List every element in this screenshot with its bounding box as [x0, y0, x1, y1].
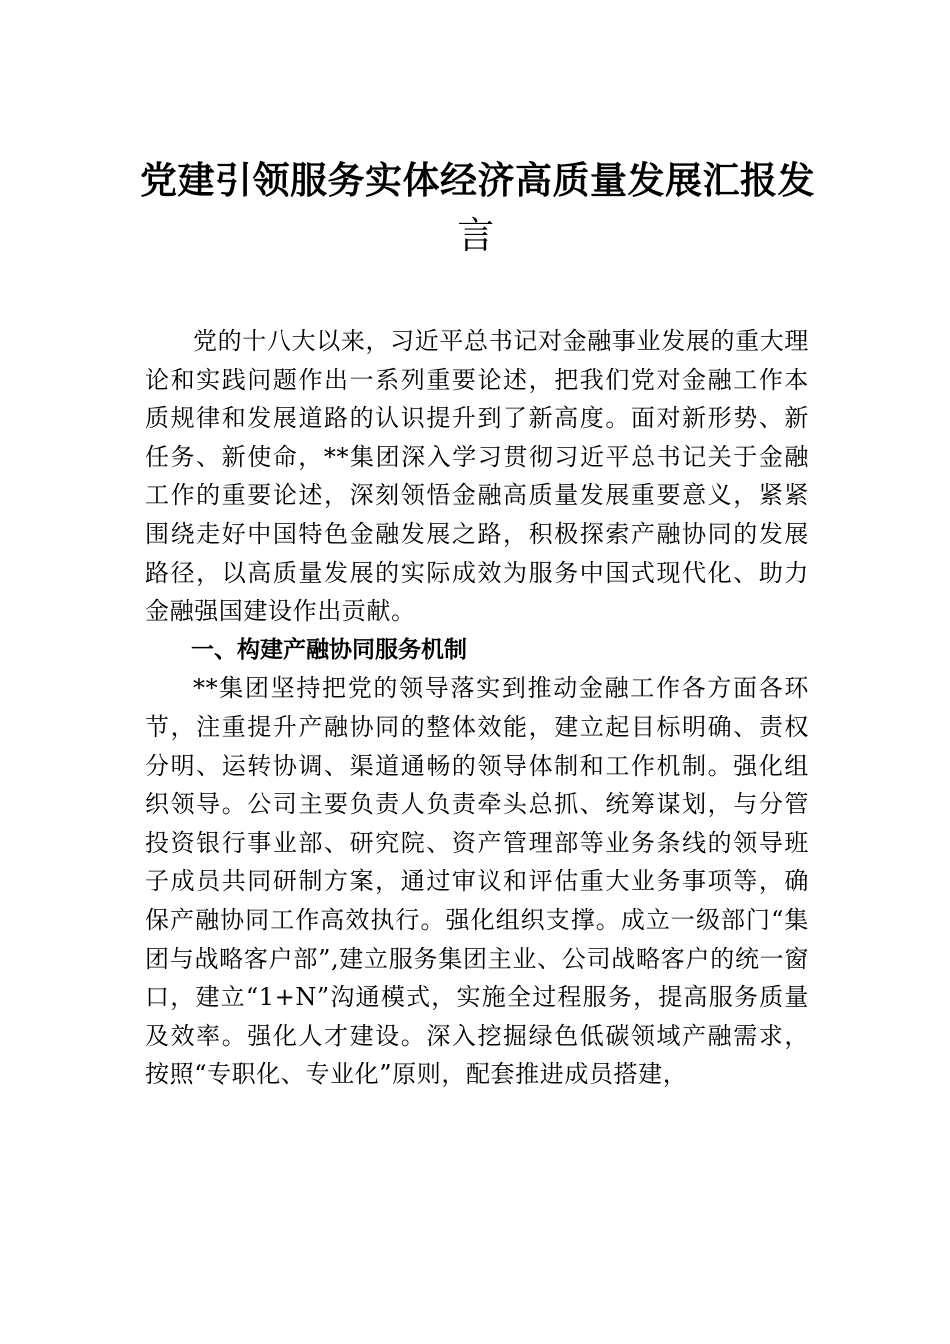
title-line-2: 言	[457, 214, 495, 257]
document-body	[145, 322, 809, 1094]
section-heading-1: 一、构建产融协同服务机制	[191, 636, 467, 663]
section-1-paragraph: **集团坚持把党的领导落实到推动金融工作各方面各环节，注重提升产融协同的整体效能，建立起目标明确、责权分明、运转协调、渠道通畅的领导体制和工作机制。强化组织领导。公司主要负责人负责牵头总抓、统筹谋划，与分管投资银行事业部、研究院、资产管理部等业务条线的领导班子成员共同研制方案，通过审议和评估重大业务事项等，确保产融协同工作高效执行。强化组织支撑。成立一级部门“集团与战略客户部”,建立服务集团主业、公司战略客户的统一窗口，建立“1+N”沟通模式，实施全过程服务，提高服务质量及效率。强化人才建设。深入挖掘绿色低碳领域产融需求，按照“专职化、专业化”原则，配套推进成员搭建，	[145, 674, 809, 1089]
title-line-1: 党建引领服务实体经济高质量发展汇报发	[140, 158, 815, 202]
document-title	[140, 152, 815, 264]
intro-paragraph: 党的十八大以来，习近平总书记对金融事业发展的重大理论和实践问题作出一系列重要论述，把我们党对金融工作本质规律和发展道路的认识提升到了新高度。面对新形势、新任务、新使命，**集团深入学习贯彻习近平总书记关于金融工作的重要论述，深刻领悟金融高质量发展重要意义，紧紧围绕走好中国特色金融发展之路，积极探索产融协同的发展路径，以高质量发展的实际成效为服务中国式现代化、助力金融强国建设作出贡献。	[145, 327, 809, 626]
